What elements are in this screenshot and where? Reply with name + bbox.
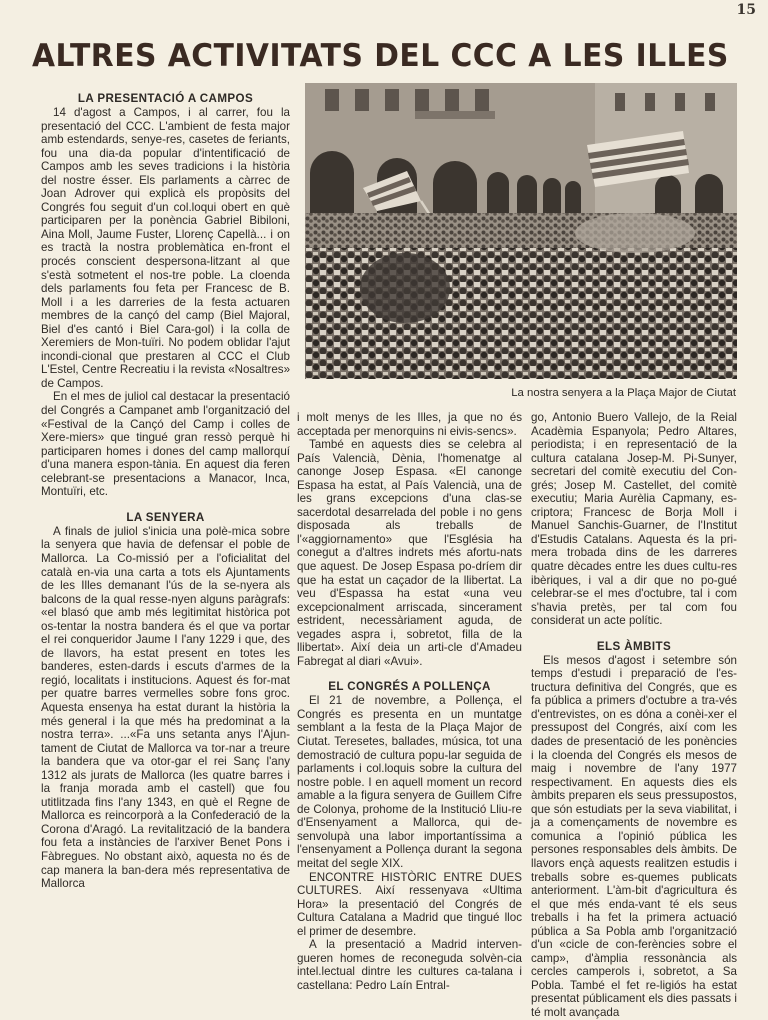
article-paragraph: go, Antonio Buero Vallejo, de la Reial Acadèmia Espanyola; Pedro Altares, periodista; i en representació de la cultura catalana Josep-M. Pi-Sunyer, secretari del comitè executiu del Con-grés; Josep M. Castellet, del comitè executiu; Maria Aurèlia Capmany, es-criptora; Francesc de Borja Moll i Manuel Sanchis-Guarner, de l'Institut d'Estudis Catalans. Aquesta és la pri-mera trobada dins de les darreres quatre dècades entre les dues cultu-res ibèriques, i val a dir que no po-gué celebrar-se el mes d'octubre, tal i com s'havia pretès, per tal com fou considerat un acte polític. — [531, 411, 737, 628]
article-paragraph: ENCONTRE HISTÒRIC ENTRE DUES CULTURES. Així ressenyava «Ultima Hora» la presentació del Congrés de Cultura Catalana a Madrid que tingué lloc el primer de desembre. — [297, 870, 522, 938]
article-paragraph: i molt menys de les Illes, ja que no és acceptada per menorquins ni eivis-sencs». — [297, 411, 522, 438]
section-heading: ELS ÀMBITS — [596, 639, 672, 653]
article-paragraph: En el mes de juliol cal destacar la presentació del Congrés a Campanet amb l'organització del «Festival de la Cançó del Camp i colles de Xere-miers» que tingué gran ressò perquè hi participaren homes i dones del camp mallorquí d'una manera espon-tània. En aquest dia feren celebrant-se presentacions a Manacor, Inca, Montuïri, etc. — [41, 390, 290, 499]
column-3 — [531, 411, 737, 1020]
column-2 — [297, 411, 522, 992]
section-heading: LA SENYERA — [126, 510, 205, 524]
photo — [305, 83, 737, 379]
column-1 — [41, 91, 290, 891]
article-paragraph: També en aquests dies se celebra al País Valencià, Dènia, l'homenatge al canonge Josep Espasa. «El canonge Espasa ha estat, al País Valencià, una de les grans excepcions d'una clas-se sacerdotal desarrelada del poble i no gens disposada als treballs de l'«aggiornamento» que l'Església ha conegut a d'altres indrets més afortu-nats que aquest. De Josep Espasa po-dríem dir que ha estat un caçador de la llibertat. La veu d'Espassa ha estat «una veu excepcionalment arriscada, sincerament estrident, necessàriament aguda, de vegades aspra i, sobretot, filla de la llibertat». Així deia un arti-cle d'Amadeu Fabregat al diari «Avui». — [297, 438, 522, 668]
section-heading: EL CONGRÉS A POLLENÇA — [328, 680, 491, 694]
photo-caption: La nostra senyera a la Plaça Major de Ciutat — [511, 387, 736, 399]
page-number: 15 — [736, 2, 756, 18]
article-paragraph: El 21 de novembre, a Pollença, el Congrés es presenta en un muntatge semblant a la festa de la Plaça Major de Ciutat. Teresetes, ballades, música, tot una demostració de cultura popu-lar seguida de parlaments i col.loquis sobre la cultura del nostre poble. I en aquell moment un record amable a la figura senyera de Guillem Cifre de Colonya, prohome de la Institució Lliu-re d'Ensenyament a Mallorca, qui de-senvolupà una labor importantíssima a l'ensenyament a Pollença durant la segona meitat del segle XIX. — [297, 694, 522, 870]
article-paragraph: A la presentació a Madrid interven-gueren homes de reconeguda solvèn-cia intel.lectual dintre les cultures ca-talana i castellana: Pedro Laín Entral- — [297, 938, 522, 992]
section-heading: LA PRESENTACIÓ A CAMPOS — [77, 92, 254, 105]
article-paragraph: A finals de juliol s'inicia una polè-mica sobre la senyera que havia de defensar el poble de Mallorca. La Co-missió per a l'oficialitat del català en-via una carta a tots els Ajuntaments de les Illes demanant l'ús de la se-nyera als balcons de la qual resse-nyen alguns paràgrafs: «el blasó que amb més legitimitat històrica pot os-tentar la nostra bandera és el que va portar el rei conqueridor Jaume I l'any 1229 i que, des de llavors, ha estat present en totes les banderes, esten-dards i escuts d'armes de la regió, localitats i institucions. Aquest és for-mat per quatre barres vermelles sobre fons groc. Aquesta ensenya ha estat durant la història la més general i la que més ha predominat a la nostra terra». ...«Fa uns setanta anys l'Ajun-tament de Ciutat de Mallorca va tor-nar a treure la bandera que va otor-gar el rei Sanç l'any 1312 als jurats de Mallorca (les quatre barres i la franja morada amb el castell) que fou utitlitzada fins l'any 1343, en què el Regne de Mallorca es reincorporà a la Confederació de la Corona d'Aragó. La revitalització de la bandera fou feta a instàncies de l'arxiver Benet Pons i Fàbregues. No obstant això, aquesta no és de cap manera la ban-dera més representativa de Mallorca — [41, 524, 290, 891]
crowd-with-flags-photo — [305, 83, 737, 379]
page-title: ALTRES ACTIVITATS DEL CCC A LES ILLES — [32, 38, 729, 74]
article-paragraph: Els mesos d'agost i setembre són temps d'estudi i preparació de l'es-tructura definitiva del Congrés, que es fa pública a primers d'octubre a tra-vés d'entrevistes, on es dóna a conèi-xer el pressupost del Congrés, així com les dades de presentació de les ponències i la cloenda del Congrés els mesos de maig i novembre de l'any 1977 respectivament. En aquests dies els àmbits preparen els seus pressupostos, que són estudiats per la seva viabilitat, i ja a començaments de novembre es comunica a l'opinió pública les persones responsables dels àmbits. De llavors ençà aquests realitzen estudis i treballs sobre es-quemes publicats anteriorment. L'àm-bit d'agricultura és el que més enda-vant té els seus treballs i ha fet la primera actuació pública a Sa Pobla amb l'organització d'un «cicle de con-ferències sobre el camp», d'àmplia ressonància als cercles camperols i, sobretot, a Sa Pobla. També el fet re-ligiós ha estat presentat públicament els dies passats i té molt avançada — [531, 653, 737, 1019]
article-paragraph: 14 d'agost a Campos, i al carrer, fou la presentació del CCC. L'ambient de festa major amb estendards, senye-res, casetes de feriants, fou una dia-da popular d'intentificació de Campos amb les seves tradicions i la història del nostre ésser. Els parlaments a càrrec de Joan Adrover qui explicà els propòsits del Congrés fou seguit d'un col.loqui obert en què participaren per la ponència Gabriel Bibiloni, Aina Moll, Jaume Fuster, Llorenç Capellà... i on es tractà la nostra problemàtica en-front el procés conscient despersona-litzant al que s'està sotmetent el nos-tre poble. La cloenda dels parlaments fou feta per Francesc de B. Moll i a les darreries de la festa actuaren membres de la cançó del camp (Biel Majoral, Biel d'es cantó i Biel Cara-gol) i la colla de Xeremiers de Mon-tuïri. No podem oblidar l'ajut incondi-cional que prestaren al CCC el Club L'Estel, Centre Recreatiu i la revista «Nosaltres» de Campos. — [41, 106, 291, 390]
